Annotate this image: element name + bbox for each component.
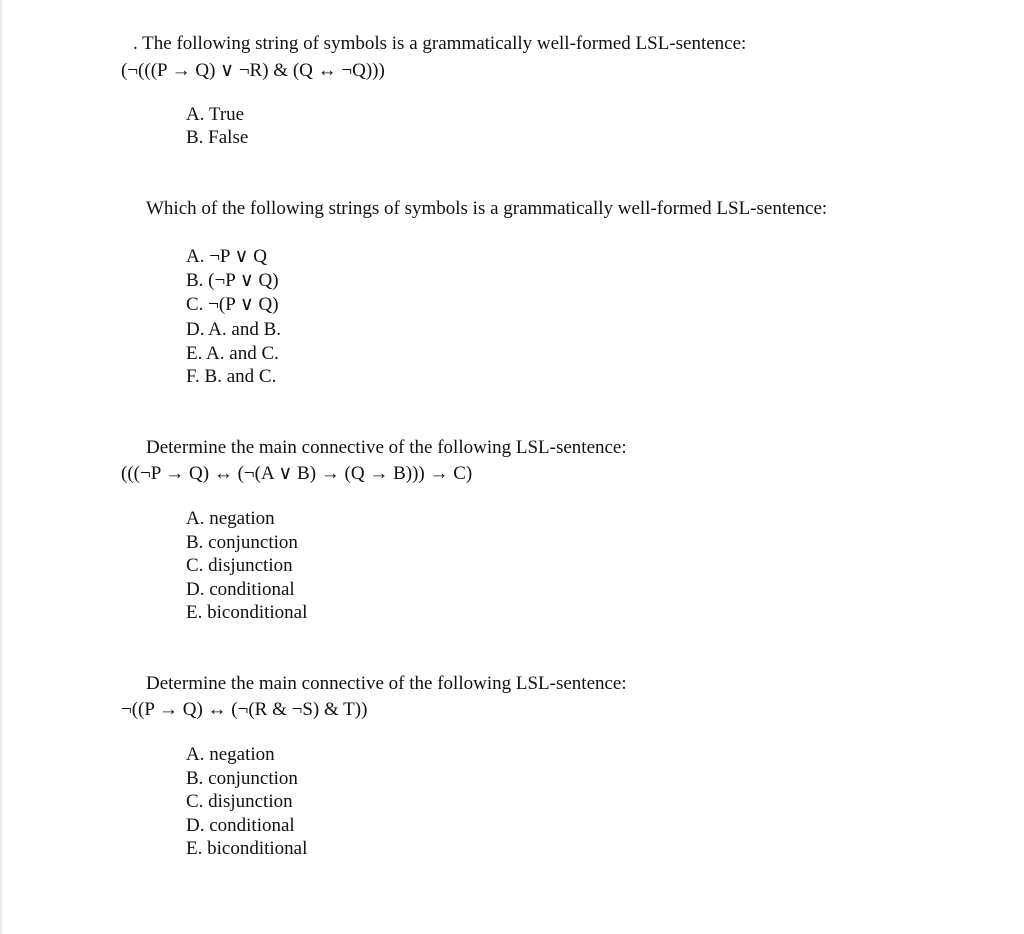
- question-2-option-b: B. (¬P ∨ Q): [186, 270, 279, 291]
- question-3-option-b: B. conjunction: [186, 532, 298, 553]
- question-2-prompt: Which of the following strings of symbols is a grammatically well-formed LSL-sentence:: [146, 198, 828, 219]
- question-4-formula: ¬((P → Q) ↔ (¬(R & ¬S) & T)): [121, 699, 368, 720]
- question-4-option-a: A. negation: [186, 744, 275, 765]
- question-1-option-b: B. False: [186, 127, 249, 148]
- question-1-prompt: . The following string of symbols is a grammatically well-formed LSL-sentence:: [133, 33, 747, 54]
- question-2-option-c: C. ¬(P ∨ Q): [186, 294, 279, 315]
- question-4-option-e: E. biconditional: [186, 838, 308, 859]
- question-4-option-d: D. conditional: [186, 815, 295, 836]
- question-1-formula: (¬(((P → Q) ∨ ¬R) & (Q ↔ ¬Q))): [121, 60, 385, 81]
- question-2-option-f: F. B. and C.: [186, 366, 277, 387]
- question-2-option-e: E. A. and C.: [186, 343, 279, 364]
- question-3-option-e: E. biconditional: [186, 602, 308, 623]
- question-3-option-d: D. conditional: [186, 579, 295, 600]
- question-1-option-a: A. True: [186, 104, 245, 125]
- question-4-option-c: C. disjunction: [186, 791, 293, 812]
- question-4-option-b: B. conjunction: [186, 768, 298, 789]
- question-4-prompt: Determine the main connective of the following LSL-sentence:: [146, 673, 627, 694]
- question-2-option-d: D. A. and B.: [186, 319, 281, 340]
- question-3-prompt: Determine the main connective of the following LSL-sentence:: [146, 437, 627, 458]
- question-3-option-a: A. negation: [186, 508, 275, 529]
- question-3-formula: (((¬P → Q) ↔ (¬(A ∨ B) → (Q → B))) → C): [121, 463, 473, 484]
- question-2-option-a: A. ¬P ∨ Q: [186, 246, 267, 267]
- question-3-option-c: C. disjunction: [186, 555, 293, 576]
